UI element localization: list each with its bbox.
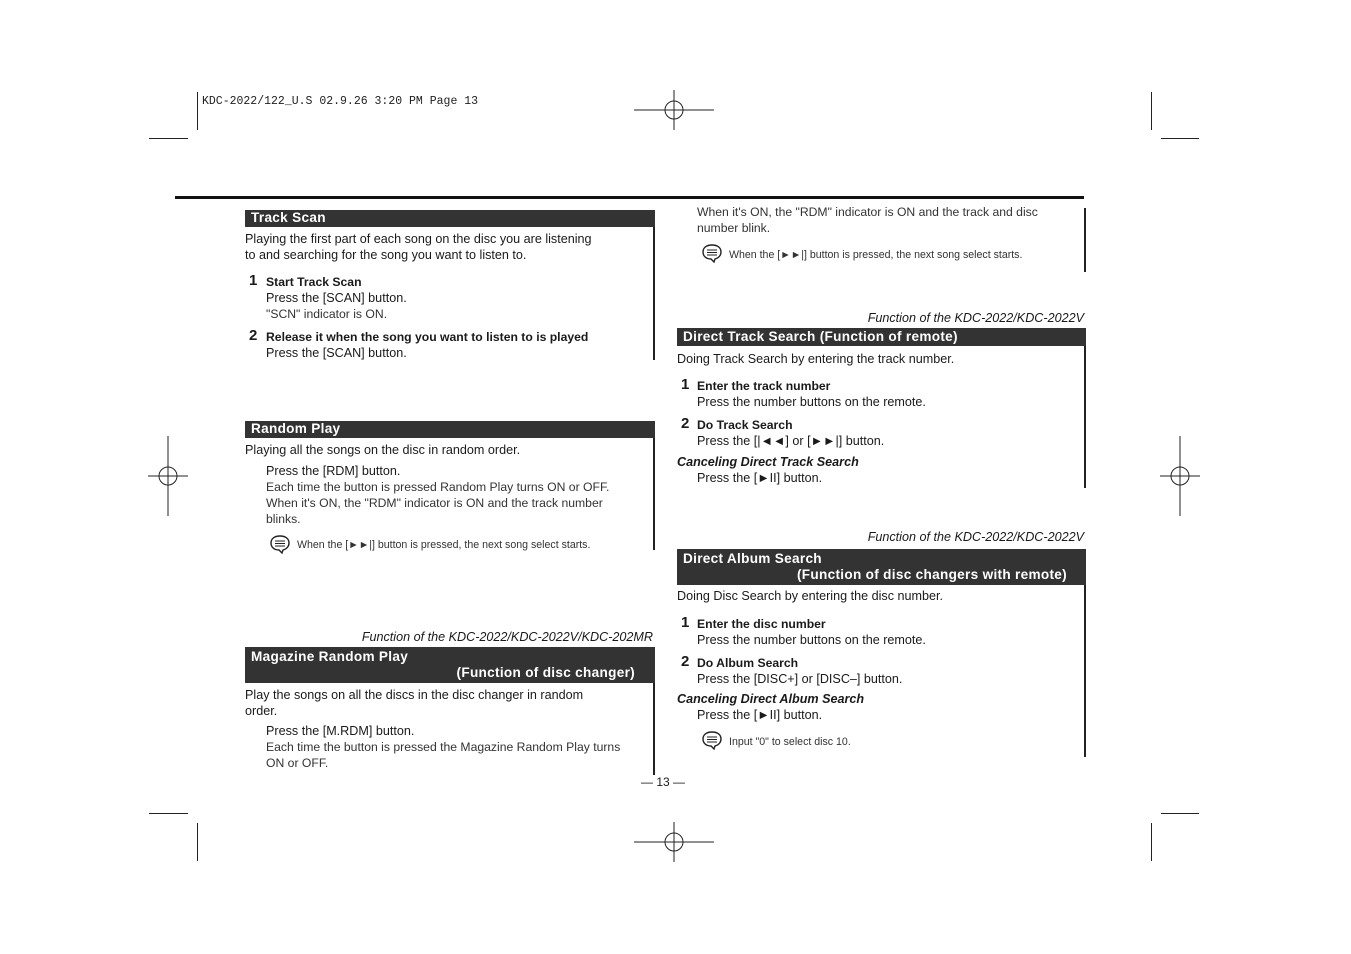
section-heading — [677, 328, 1086, 346]
step-number: 2 — [681, 415, 690, 432]
step-text: Press the [SCAN] button. — [266, 346, 407, 360]
step-title: Enter the disc number — [697, 617, 826, 631]
crop-mark — [1151, 823, 1152, 861]
registration-mark-icon — [634, 90, 714, 130]
crop-mark — [197, 823, 198, 861]
step-text: Press the [DISC+] or [DISC–] button. — [697, 672, 903, 686]
detail-text: number blink. — [697, 221, 771, 235]
step-number: 2 — [681, 653, 690, 670]
step-title: Do Track Search — [697, 418, 793, 432]
heading-subtext: (Function of disc changer) — [456, 665, 635, 680]
registration-mark-icon — [1160, 436, 1200, 516]
crop-mark — [149, 138, 188, 139]
heading-subtext: (Function of disc changers with remote) — [796, 567, 1067, 582]
note-icon — [269, 534, 291, 554]
intro-text: order. — [245, 704, 278, 718]
section-heading — [245, 210, 655, 227]
intro-text: Playing the first part of each song on the disc you are listening — [245, 232, 592, 246]
step-title: Start Track Scan — [266, 275, 362, 289]
registration-mark-icon — [148, 436, 188, 516]
step-number: 1 — [681, 376, 690, 393]
step-title: Release it when the song you want to listen to is played — [266, 330, 589, 344]
crop-mark — [149, 813, 188, 814]
cancel-text: Press the [►II] button. — [697, 708, 823, 722]
column-rule — [653, 683, 655, 775]
column-rule — [1084, 208, 1086, 272]
step-text: Press the [SCAN] button. — [266, 291, 407, 305]
heading-text: Direct Track Search (Function of remote) — [683, 329, 958, 344]
section-heading — [245, 421, 655, 438]
note-text: When the [►►|] button is pressed, the next song select starts. — [297, 539, 591, 551]
column-rule — [1084, 585, 1086, 757]
function-label: Function of the KDC-2022/KDC-2022V — [867, 311, 1084, 325]
step-text: Press the [|◄◄] or [►►|] button. — [697, 434, 885, 448]
top-rule — [175, 196, 1084, 199]
step-number: 1 — [681, 614, 690, 631]
cancel-text: Press the [►II] button. — [697, 471, 823, 485]
intro-text: Playing all the songs on the disc in random order. — [245, 443, 521, 457]
step-title: Do Album Search — [697, 656, 799, 670]
step-subtext: "SCN" indicator is ON. — [266, 307, 388, 321]
detail-text: Each time the button is pressed Random Play turns ON or OFF. — [266, 480, 610, 494]
step-text: Press the number buttons on the remote. — [697, 395, 926, 409]
step-title: Enter the track number — [697, 379, 831, 393]
detail-text: When it's ON, the "RDM" indicator is ON and the track and disc — [697, 205, 1038, 219]
detail-text: blinks. — [266, 512, 301, 526]
crop-mark — [1161, 813, 1199, 814]
page-number: — 13 — — [641, 775, 686, 789]
detail-text: ON or OFF. — [266, 756, 329, 770]
heading-text: Random Play — [251, 421, 341, 436]
detail-text: Each time the button is pressed the Magazine Random Play turns — [266, 740, 621, 754]
step-text: Press the number buttons on the remote. — [697, 633, 926, 647]
column-rule — [653, 226, 655, 360]
detail-text: When it's ON, the "RDM" indicator is ON and the track number — [266, 496, 603, 510]
heading-text: Magazine Random Play — [251, 649, 409, 664]
intro-text: to and searching for the song you want to listen to. — [245, 248, 527, 262]
note-icon — [701, 730, 723, 750]
note-text: Input "0" to select disc 10. — [729, 736, 851, 748]
intro-text: Doing Disc Search by entering the disc number. — [677, 589, 944, 603]
heading-text: Direct Album Search — [683, 551, 822, 566]
intro-text: Doing Track Search by entering the track number. — [677, 352, 955, 366]
note-text: When the [►►|] button is pressed, the next song select starts. — [729, 249, 1023, 261]
step-number: 1 — [249, 272, 258, 289]
cancel-title: Canceling Direct Track Search — [677, 455, 859, 469]
step-number: 2 — [249, 327, 258, 344]
print-header: KDC-2022/122_U.S 02.9.26 3:20 PM Page 13 — [202, 95, 479, 108]
crop-mark — [1161, 138, 1199, 139]
heading-text: Track Scan — [251, 210, 326, 225]
column-rule — [653, 438, 655, 550]
section-heading — [677, 549, 1086, 585]
step-text: Press the [RDM] button. — [266, 464, 401, 478]
section-heading — [245, 647, 655, 683]
function-label: Function of the KDC-2022/KDC-2022V/KDC-202MR — [361, 630, 653, 644]
column-rule — [1084, 346, 1086, 488]
registration-mark-icon — [634, 822, 714, 862]
function-label: Function of the KDC-2022/KDC-2022V — [867, 530, 1084, 544]
step-text: Press the [M.RDM] button. — [266, 724, 415, 738]
cancel-title: Canceling Direct Album Search — [677, 692, 865, 706]
crop-mark — [1151, 92, 1152, 130]
note-icon — [701, 243, 723, 263]
intro-text: Play the songs on all the discs in the disc changer in random — [245, 688, 584, 702]
crop-mark — [197, 92, 198, 130]
